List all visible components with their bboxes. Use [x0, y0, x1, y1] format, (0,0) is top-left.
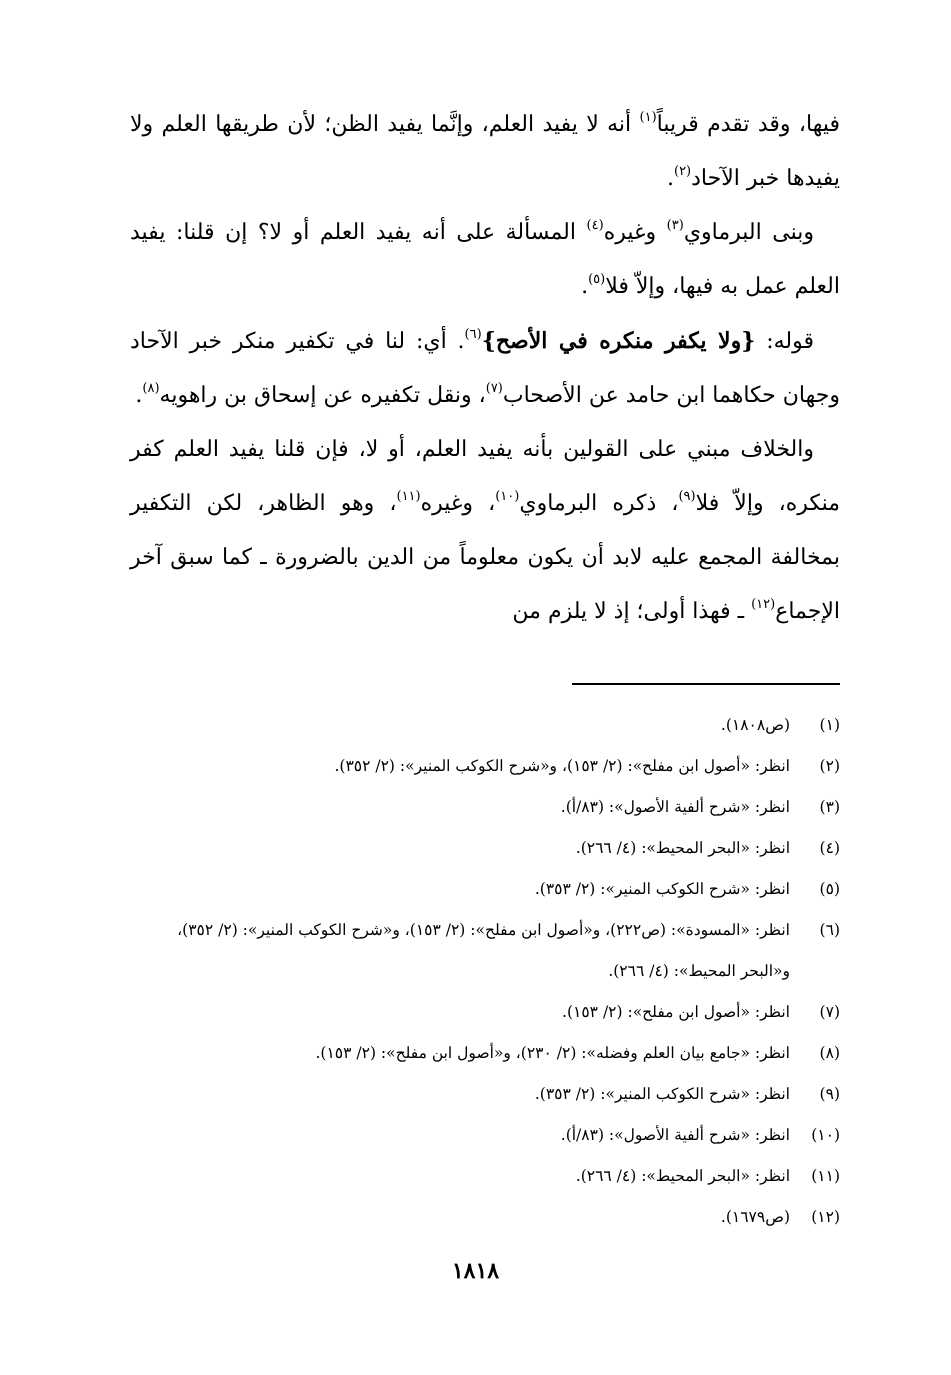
footnote-text: انظر: «شرح ألفية الأصول»: (٨٣/أ). [560, 1126, 790, 1144]
footnote-ref[interactable]: (٦) [464, 327, 482, 342]
footnote-item [130, 1197, 840, 1238]
text-run: والخلاف مبني على القولين بأنه يفيد العلم، أو لا، فإن قلنا يفيد العلم كفر منكره، وإلاّ فلا [130, 437, 840, 516]
paragraph-1 [130, 98, 840, 206]
footnote-item [130, 746, 840, 787]
footnote-item [130, 1033, 840, 1074]
footnote-number: (١) [819, 716, 840, 734]
paragraph-3 [130, 314, 840, 423]
footnote-ref[interactable]: (١٠) [495, 489, 520, 504]
text-run: وبنى البرماوي [683, 220, 814, 245]
footnote-ref[interactable]: (١١) [396, 489, 421, 504]
footnote-text: (ص١٨٠٨). [720, 716, 790, 734]
text-run: المسألة على أنه يفيد العلم أو لا؟ إن قلنا: يفيد العلم عمل به فيها، وإلاّ فلا [130, 220, 840, 299]
footnote-text: انظر: «شرح الكوكب المنير»: (٢/ ٣٥٣). [534, 880, 790, 898]
text-run: ، وهو الظاهر، لكن التكفير بمخالفة المجمع عليه لابد أن يكون معلوماً من الدين بالضرورة ـ كما سبق آخر الإجماع [130, 491, 840, 624]
footnote-item [130, 869, 840, 910]
footnote-text: انظر: «أصول ابن مفلح»: (٢/ ١٥٣)، و«شرح الكوكب المنير»: (٢/ ٣٥٢). [334, 757, 790, 775]
footnote-text: انظر: «البحر المحيط»: (٤/ ٢٦٦). [575, 1167, 790, 1185]
footnote-number: (٦) [819, 921, 840, 939]
footnote-item [130, 787, 840, 828]
footnote-text: انظر: «أصول ابن مفلح»: (٢/ ١٥٣). [562, 1003, 790, 1021]
main-text [130, 98, 840, 639]
page-number: ١٨١٨ [451, 1258, 500, 1284]
footnotes [130, 705, 840, 1238]
footnote-number: (١٢) [811, 1208, 840, 1226]
footnote-number: (٩) [819, 1085, 840, 1103]
footnote-text: انظر: «شرح ألفية الأصول»: (٨٣/أ). [560, 798, 790, 816]
text-run: قوله: [755, 329, 814, 354]
footnote-item [130, 705, 840, 746]
footnote-ref[interactable]: (٤) [586, 218, 604, 233]
footnote-ref[interactable]: (١) [639, 110, 657, 125]
footnote-text: انظر: «جامع بيان العلم وفضله»: (٢/ ٢٣٠)، و«أصول ابن مفلح»: (٢/ ١٥٣). [315, 1044, 790, 1062]
footnote-number: (٤) [819, 839, 840, 857]
footnote-item [130, 910, 840, 992]
footnote-ref[interactable]: (٨) [142, 381, 160, 396]
footnote-item [130, 1156, 840, 1197]
footnote-number: (٣) [819, 798, 840, 816]
footnote-item [130, 1115, 840, 1156]
footnote-ref[interactable]: (٥) [588, 272, 606, 287]
footnote-text: (ص١٦٧٩). [720, 1208, 790, 1226]
text-run: أنه لا يفيد العلم، وإنَّما يفيد الظن؛ لأن طريقها العلم ولا يفيدها خبر الآحاد [130, 112, 840, 191]
footnote-divider [572, 683, 840, 685]
text-run: ـ فهذا أولى؛ إذ لا يلزم من [512, 599, 752, 624]
quoted-matn: {ولا يكفر منكره في الأصح} [481, 328, 756, 354]
text-run: وغيره [603, 220, 667, 245]
text-run: . [666, 166, 674, 191]
footnote-number: (١١) [811, 1167, 840, 1185]
footnote-ref[interactable]: (٢) [673, 164, 692, 179]
footnote-text: انظر: «شرح الكوكب المنير»: (٢/ ٣٥٣). [534, 1085, 790, 1103]
text-run: فيها، وقد تقدم قريباً [656, 112, 840, 137]
footnote-ref[interactable]: (٩) [678, 489, 696, 504]
footnote-number: (٢) [819, 757, 840, 775]
footnote-number: (٧) [819, 1003, 840, 1021]
footnote-number: (١٠) [811, 1126, 840, 1144]
footnote-text: انظر: «المسودة»: (ص٢٢٢)، و«أصول ابن مفلح»: (٢/ ١٥٣)، و«شرح الكوكب المنير»: (٢/ ٣٥٢)، و«البحر المحيط»: (٤/ ٢٦٦). [177, 921, 790, 980]
footnote-number: (٥) [819, 880, 840, 898]
text-run: ، وغيره [420, 491, 496, 516]
text-run: ، ونقل تكفيره عن إسحاق بن راهويه [159, 383, 486, 408]
footnote-number: (٨) [819, 1044, 840, 1062]
paragraph-2 [130, 206, 840, 314]
text-run: . [135, 383, 143, 408]
footnote-item [130, 828, 840, 869]
footnote-item [130, 992, 840, 1033]
footnote-ref[interactable]: (٧) [485, 381, 503, 396]
paragraph-4 [130, 423, 840, 639]
footnote-ref[interactable]: (٣) [666, 218, 684, 233]
footnote-item [130, 1074, 840, 1115]
text-run: . [581, 274, 589, 299]
footnote-text: انظر: «البحر المحيط»: (٤/ ٢٦٦). [575, 839, 790, 857]
text-run: . أي: لنا في تكفير منكر خبر الآحاد وجهان حكاهما ابن حامد عن الأصحاب [130, 329, 840, 408]
text-run: ، ذكره البرماوي [519, 491, 679, 516]
footnote-ref[interactable]: (١٢) [751, 597, 776, 612]
